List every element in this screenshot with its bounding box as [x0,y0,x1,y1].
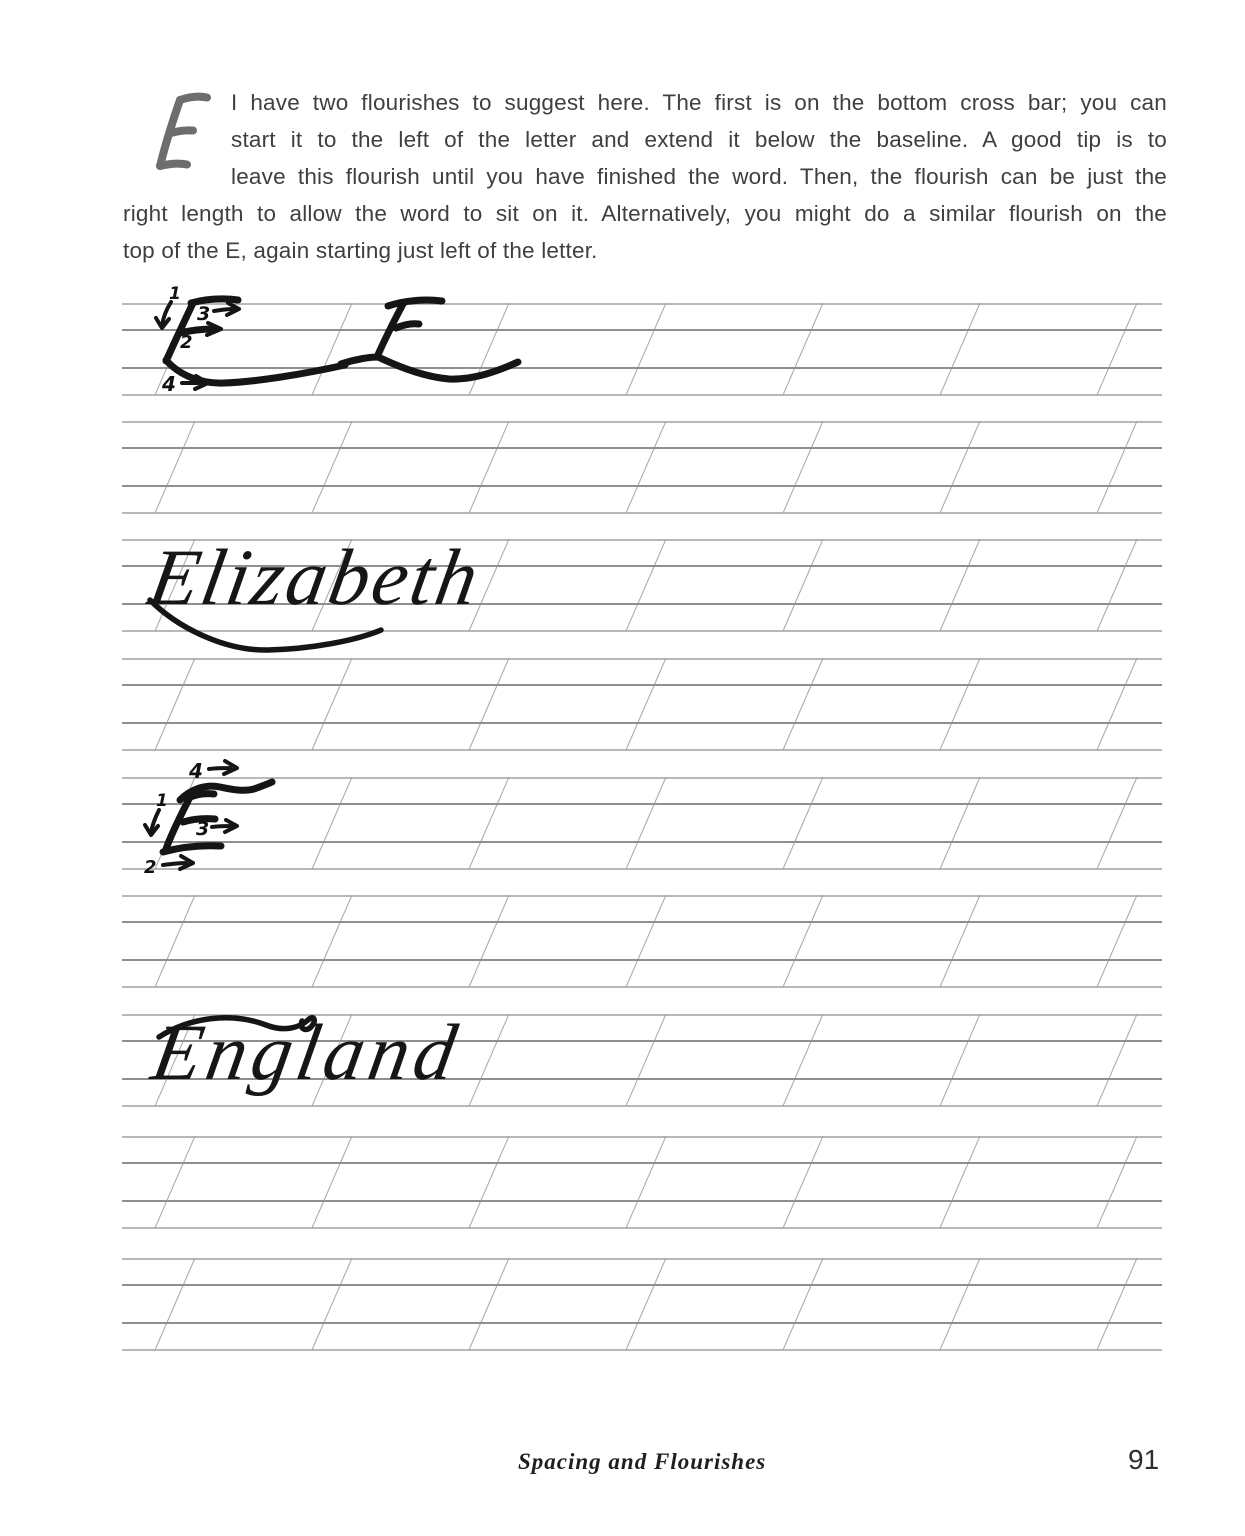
practice-word-elizabeth: Elizabeth [142,533,488,622]
stroke-number-2: 2 [144,857,157,878]
guide-row [122,303,1162,397]
intro-line-4: right length to allow the word to sit on it. Alternatively, you might do a similar flourish on the [123,201,1167,226]
stroke-number-4: 4 [162,372,176,396]
page-number: 91 [1128,1444,1160,1475]
stroke-number-1: 1 [156,791,168,811]
guide-row [122,539,1162,633]
stroke-number-1: 1 [169,284,181,304]
intro-line-5: top of the E, again starting just left of the letter. [123,238,598,263]
guide-row [122,421,1162,515]
guide-row [122,777,1162,871]
stroke-number-4: 4 [189,759,203,783]
intro-line-2: start it to the left of the letter and extend it below the baseline. A good tip is to [231,127,1167,152]
guide-row [122,1258,1162,1352]
guide-row [122,895,1162,989]
stroke-number-2: 2 [180,332,193,353]
intro-line-1: I have two flourishes to suggest here. The first is on the bottom cross bar; you can [231,90,1167,115]
stroke-number-3: 3 [196,818,210,840]
guide-row [122,1014,1162,1108]
intro-line-3: leave this flourish until you have finished the word. Then, the flourish can be just the [231,164,1167,189]
practice-word-england: England [145,1008,468,1097]
stroke-number-3: 3 [197,303,211,325]
intro-paragraph [123,84,1167,269]
guide-row [122,1136,1162,1230]
footer-section-title: Spacing and Flourishes [518,1449,767,1474]
guide-row [122,658,1162,752]
